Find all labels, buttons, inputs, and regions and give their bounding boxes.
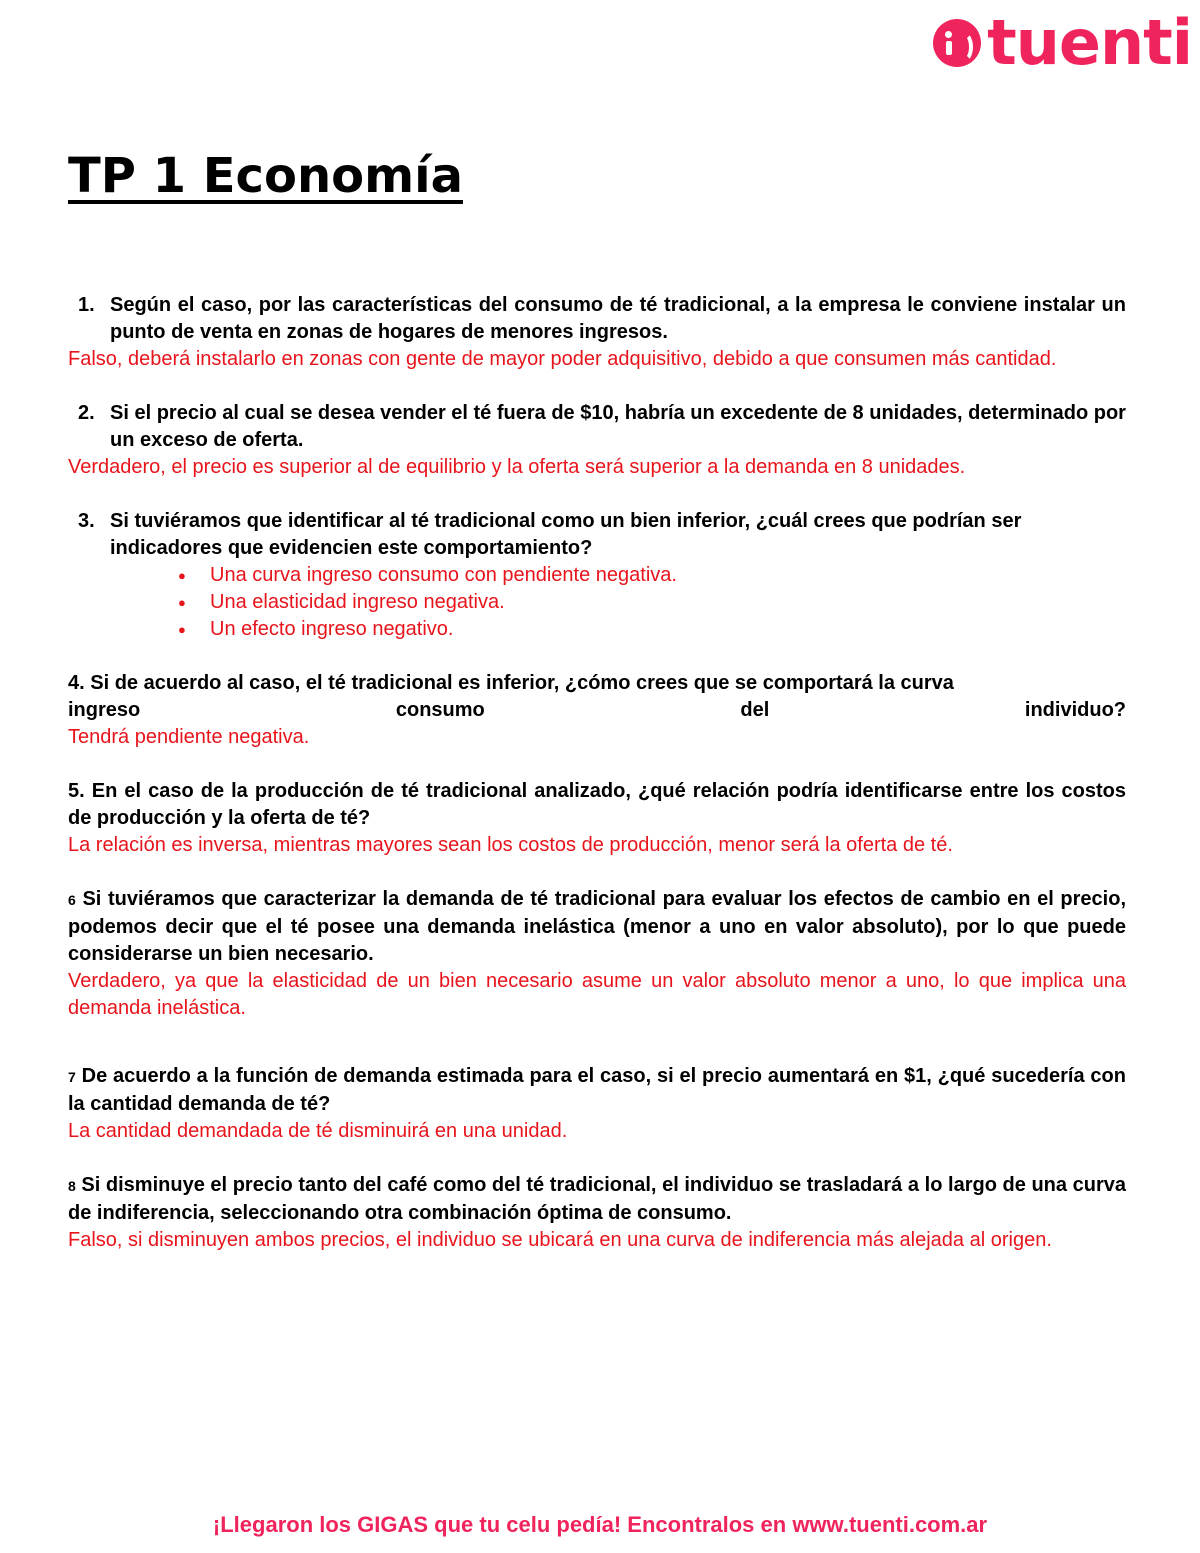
question-text: Si tuviéramos que identificar al té tradicional como un bien inferior, ¿cuál crees que podrían ser indicadores que evidencien este comportamiento? [110, 510, 1022, 559]
question-number: 7 [68, 1069, 76, 1085]
question-7-block [68, 1063, 1126, 1145]
question-text: Según el caso, por las características del consumo de té tradicional, a la empresa le conviene instalar un punto de venta en zonas de hogares de menores ingresos. [110, 294, 1126, 343]
question-number: 8 [68, 1178, 76, 1194]
question-7 [68, 1063, 1126, 1118]
question-2 [68, 400, 1126, 454]
question-text: Si disminuye el precio tanto del café como del té tradicional, el individuo se trasladará a lo largo de una curva de indiferencia, seleccionando otra combinación óptima de consumo. [68, 1174, 1126, 1224]
answer-8: Falso, si disminuyen ambos precios, el individuo se ubicará en una curva de indiferencia más alejada al origen. [68, 1229, 1052, 1251]
page-title: TP 1 Economía [68, 148, 463, 204]
answer-3-list [68, 562, 1126, 643]
question-number: 1. [78, 294, 95, 316]
question-8-block [68, 1172, 1126, 1254]
answer-6: Verdadero, ya que la elasticidad de un bien necesario asume un valor absoluto menor a uno, lo que implica una demanda inelástica. [68, 970, 1126, 1019]
question-text: Si tuviéramos que caracterizar la demanda de té tradicional para evaluar los efectos de cambio en el precio, podemos decir que el té posee una demanda inelástica (menor a uno en valor absoluto), por lo que puede considerarse un bien necesario. [68, 888, 1127, 965]
question-text-line: ingreso consumo del individuo? [68, 699, 1126, 721]
question-1-block [68, 292, 1126, 373]
question-6 [68, 886, 1126, 968]
brand-name: tuenti [987, 6, 1192, 79]
answer-4: Tendrá pendiente negativa. [68, 726, 310, 748]
question-8 [68, 1172, 1126, 1227]
question-text: De acuerdo a la función de demanda estimada para el caso, si el precio aumentará en $1, ¿qué sucedería con la cantidad demanda de té? [68, 1065, 1126, 1115]
question-4-block [68, 670, 1126, 751]
question-2-block [68, 400, 1126, 481]
answer-1: Falso, deberá instalarlo en zonas con gente de mayor poder adquisitivo, debido a que consumen más cantidad. [68, 348, 1057, 370]
question-5: 5. En el caso de la producción de té tradicional analizado, ¿qué relación podría identificarse entre los costos de producción y la oferta de té? [68, 780, 1126, 829]
question-3-block [68, 508, 1126, 643]
question-5-block [68, 778, 1126, 859]
question-number: 6 [68, 892, 76, 908]
question-text: Si el precio al cual se desea vender el té fuera de $10, habría un excedente de 8 unidades, determinado por un exceso de oferta. [110, 402, 1126, 451]
list-item: ● Una elasticidad ingreso negativa. [178, 589, 1126, 616]
tuenti-logo-icon [933, 19, 981, 67]
promo-footer-link[interactable]: ¡Llegaron los GIGAS que tu celu pedía! Encontralos en www.tuenti.com.ar [212, 1512, 988, 1537]
question-number: 2. [78, 402, 95, 424]
answer-2: Verdadero, el precio es superior al de equilibrio y la oferta será superior a la demanda en 8 unidades. [68, 456, 966, 478]
tuenti-logo[interactable] [933, 6, 1192, 79]
question-6-block [68, 886, 1126, 1022]
question-text-line: 4. Si de acuerdo al caso, el té tradicional es inferior, ¿cómo crees que se comportará la curva [68, 672, 954, 694]
question-4 [68, 670, 1126, 724]
question-1 [68, 292, 1126, 346]
answer-7: La cantidad demandada de té disminuirá en una unidad. [68, 1120, 568, 1142]
question-3 [68, 508, 1126, 562]
question-number: 3. [78, 510, 95, 532]
document-body [68, 292, 1126, 1281]
answer-5: La relación es inversa, mientras mayores sean los costos de producción, menor será la oferta de té. [68, 834, 953, 856]
list-item: ● Un efecto ingreso negativo. [178, 616, 1126, 643]
list-item: ● Una curva ingreso consumo con pendiente negativa. [178, 562, 1126, 589]
